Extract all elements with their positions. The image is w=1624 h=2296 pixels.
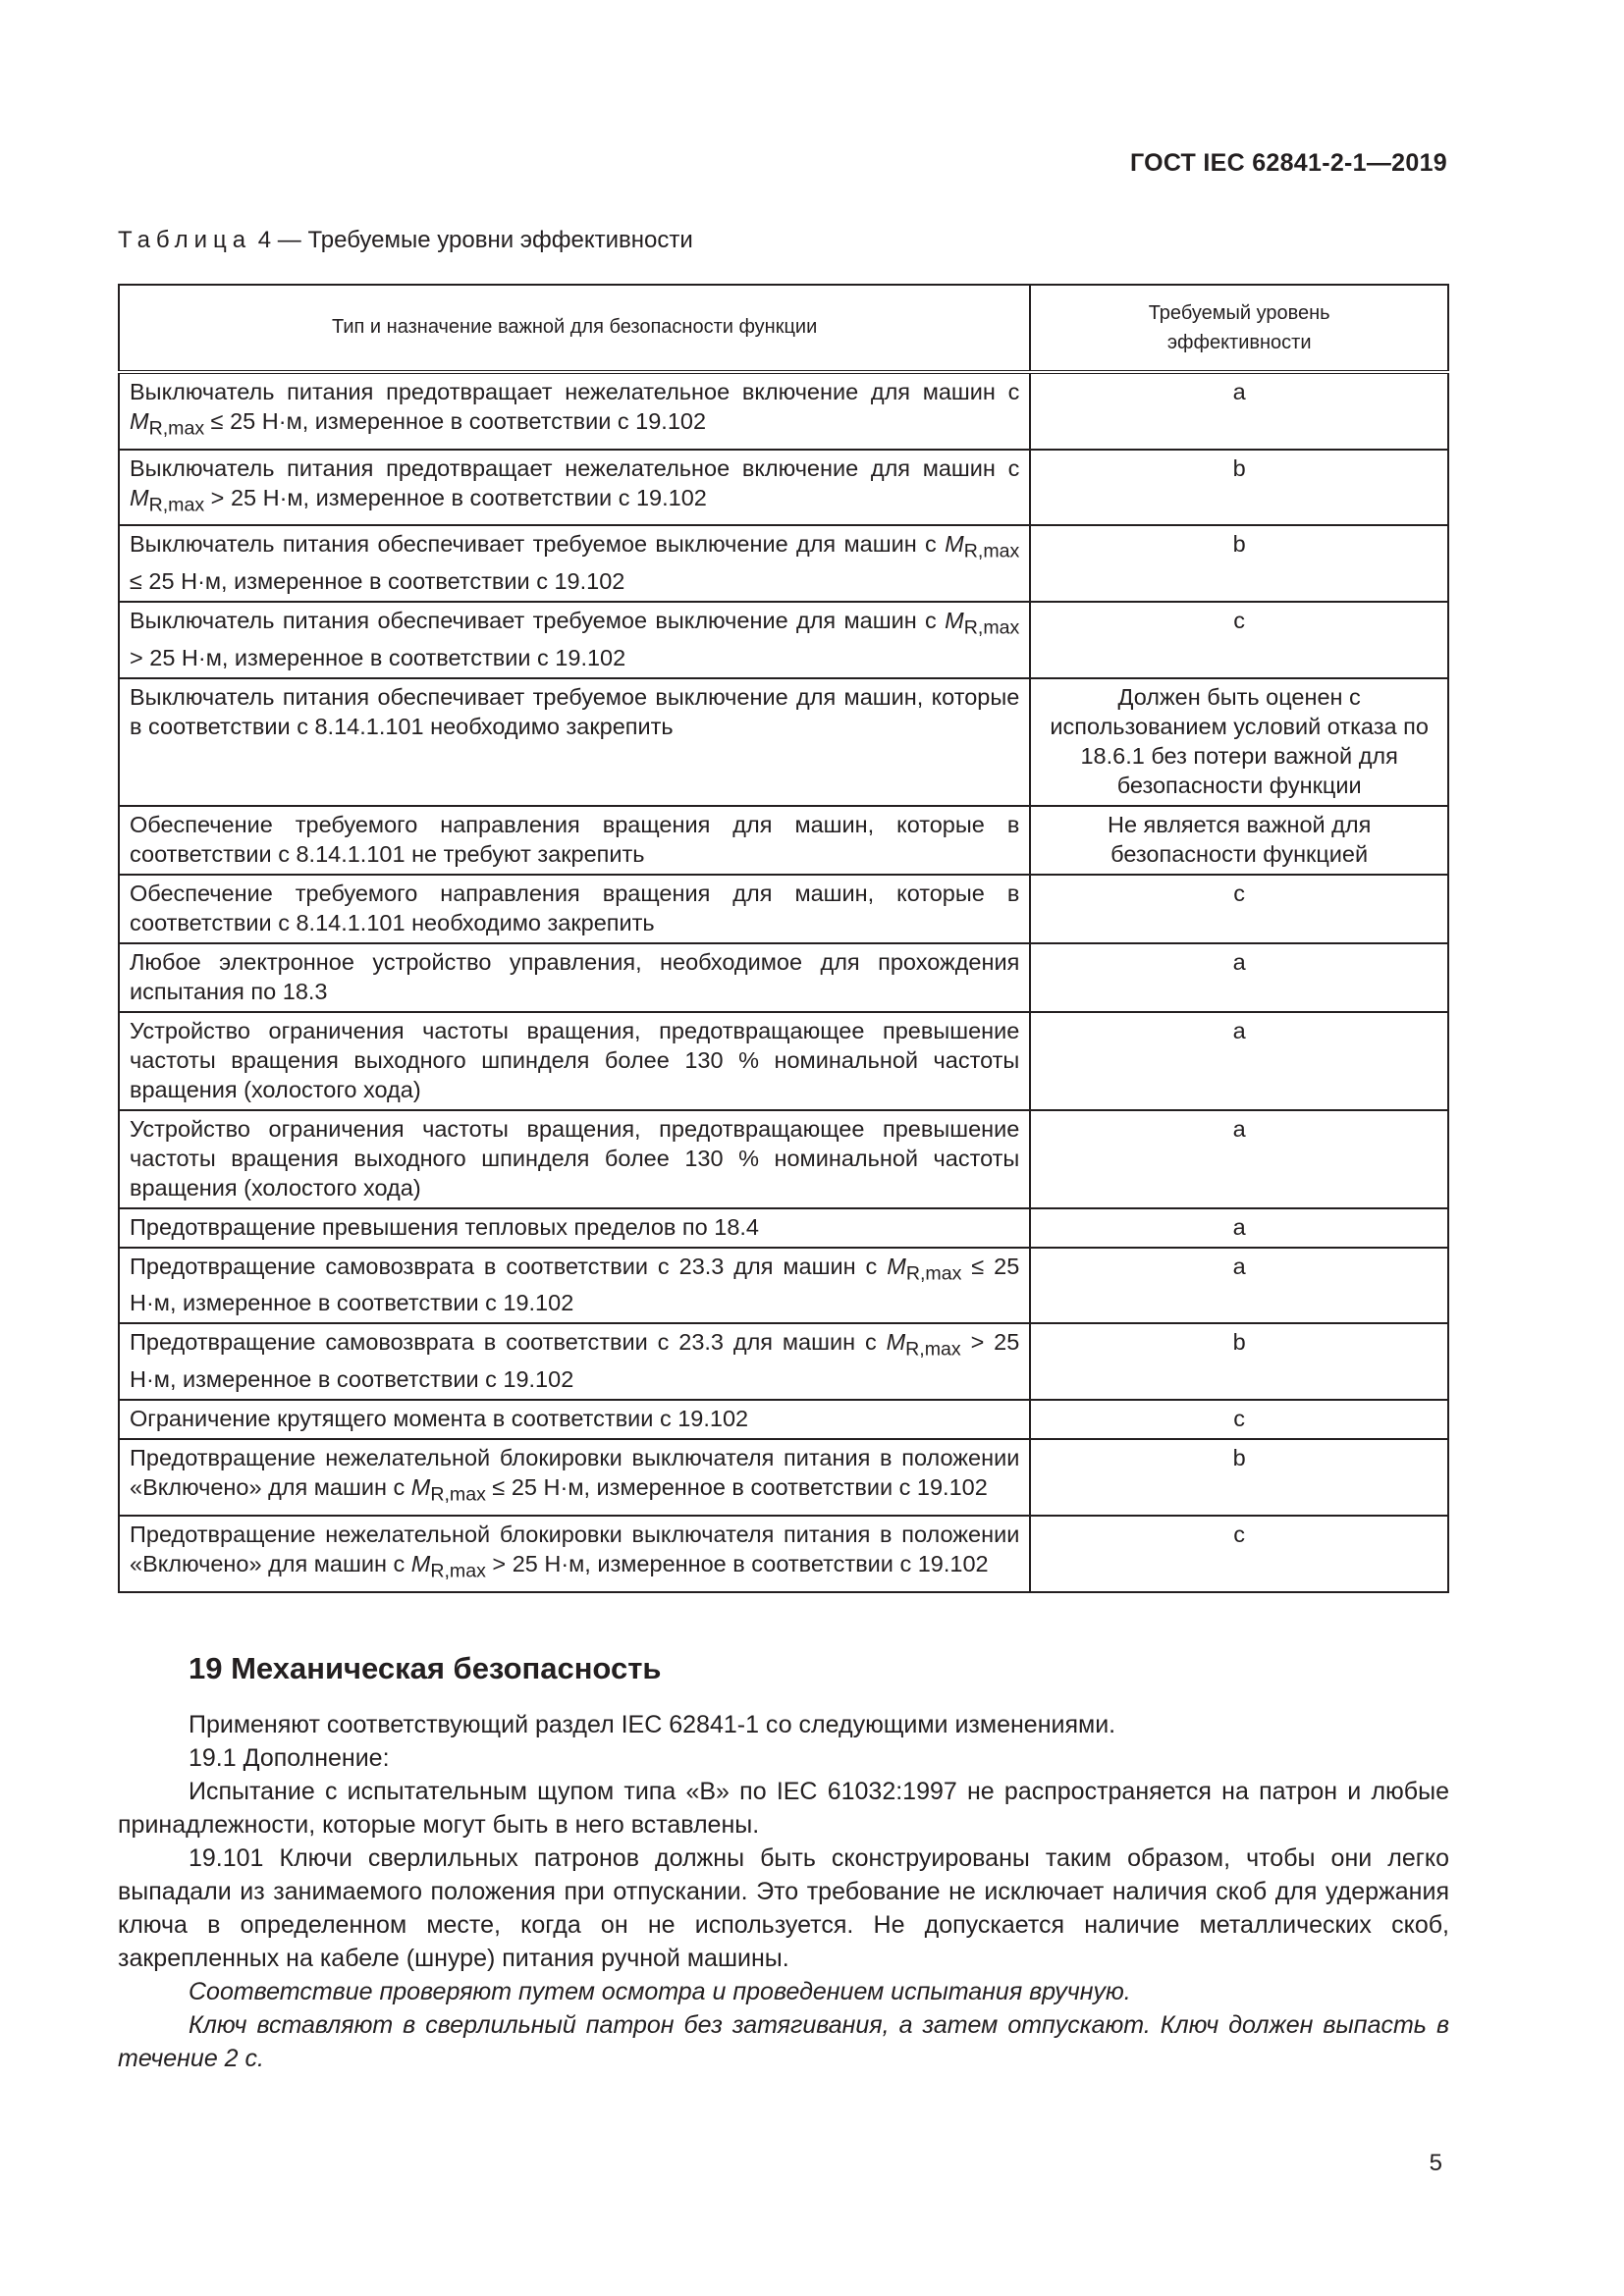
table-row — [119, 1323, 1448, 1400]
requirements-table — [118, 284, 1449, 1593]
row-level-value: a — [1030, 1110, 1448, 1208]
row-function-text: Устройство ограничения частоты вращения, предотвращающее превышение частоты вращения выходного шпинделя более 130 % номинальной частоты вращения (холостого хода) — [119, 1012, 1030, 1110]
row-level-value: b — [1030, 450, 1448, 526]
row-level-value: b — [1030, 525, 1448, 602]
row-function-text: Предотвращение нежелательной блокировки выключателя питания в положении «Включено» для машин с $M_{R,max} > 25$ Н·м, измеренное в соответствии с 19.102 — [119, 1516, 1030, 1592]
table-caption-text: 4 — Требуемые уровни эффективности — [251, 227, 693, 253]
row-function-text: Предотвращение самовозврата в соответствии с 23.3 для машин с $M_{R,max} > 25$ Н·м, измеренное в соответствии с 19.102 — [119, 1323, 1030, 1400]
page-number: 5 — [1429, 2150, 1442, 2176]
row-level-value: Не является важной для безопасности функцией — [1030, 806, 1448, 875]
row-level-value: c — [1030, 602, 1448, 678]
row-function-text: Выключатель питания предотвращает нежелательное включение для машин с $M_{R,max} > 25$ Н·м, измеренное в соответствии с 19.102 — [119, 450, 1030, 526]
row-level-value: b — [1030, 1323, 1448, 1400]
row-function-text: Предотвращение превышения тепловых пределов по 18.4 — [119, 1208, 1030, 1248]
document-code: ГОСТ IEC 62841-2-1—2019 — [1129, 149, 1447, 177]
row-function-text: Устройство ограничения частоты вращения, предотвращающее превышение частоты вращения выходного шпинделя более 130 % номинальной частоты вращения (холостого хода) — [119, 1110, 1030, 1208]
row-level-value: a — [1030, 1208, 1448, 1248]
row-function-text: Предотвращение нежелательной блокировки выключателя питания в положении «Включено» для машин с $M_{R,max} \le 25$ Н·м, измеренное в соответствии с 19.102 — [119, 1439, 1030, 1516]
row-level-value: a — [1030, 1248, 1448, 1324]
section-body — [118, 1708, 1449, 2075]
col-header-level: Требуемый уровень эффективности — [1030, 285, 1448, 372]
row-level-value: b — [1030, 1439, 1448, 1516]
table-row — [119, 525, 1448, 602]
row-level-value: a — [1030, 372, 1448, 450]
table-row — [119, 1110, 1448, 1208]
row-function-text: Выключатель питания обеспечивает требуемое выключение для машин с $M_{R,max} \le 25$ Н·м, измеренное в соответствии с 19.102 — [119, 525, 1030, 602]
table-row — [119, 450, 1448, 526]
row-function-text: Предотвращение самовозврата в соответствии с 23.3 для машин с $M_{R,max} \le 25$ Н·м, измеренное в соответствии с 19.102 — [119, 1248, 1030, 1324]
section-title: 19 Механическая безопасность — [189, 1651, 662, 1685]
row-level-value: c — [1030, 875, 1448, 943]
table-row — [119, 806, 1448, 875]
table-row — [119, 1516, 1448, 1592]
table-row — [119, 1012, 1448, 1110]
section-paragraph: Испытание с испытательным щупом типа «В» по IEC 61032:1997 не распространяется на патрон и любые принадлежности, которые могут быть в него вставлены. — [118, 1778, 1449, 1839]
row-function-text: Обеспечение требуемого направления вращения для машин, которые в соответствии с 8.14.1.101 необходимо закрепить — [119, 875, 1030, 943]
section-paragraph: Ключ вставляют в сверлильный патрон без затягивания, а затем отпускают. Ключ должен выпасть в течение 2 с. — [118, 2011, 1449, 2072]
row-function-text: Выключатель питания обеспечивает требуемое выключение для машин, которые в соответствии с 8.14.1.101 необходимо закрепить — [119, 678, 1030, 806]
section-paragraph: 19.101 Ключи сверлильных патронов должны быть сконструированы таким образом, чтобы они легко выпадали из занимаемого положения при отпускании. Это требование не исключает наличия скоб для удержания ключа в определенном месте, когда он не используется. Не допускается наличие металлических скоб, закрепленных на кабеле (шнуре) питания ручной машины. — [118, 1844, 1449, 1972]
row-function-text: Обеспечение требуемого направления вращения для машин, которые в соответствии с 8.14.1.101 не требуют закрепить — [119, 806, 1030, 875]
section-paragraph: 19.1 Дополнение: — [189, 1744, 390, 1772]
table-row — [119, 372, 1448, 450]
table-row — [119, 875, 1448, 943]
row-function-text: Выключатель питания обеспечивает требуемое выключение для машин с $M_{R,max} > 25$ Н·м, измеренное в соответствии с 19.102 — [119, 602, 1030, 678]
table-row — [119, 602, 1448, 678]
row-function-text: Любое электронное устройство управления, необходимое для прохождения испытания по 18.3 — [119, 943, 1030, 1012]
table-row — [119, 1248, 1448, 1324]
table-row — [119, 1208, 1448, 1248]
table-row — [119, 1439, 1448, 1516]
table-caption — [118, 227, 693, 254]
section-paragraph: Соответствие проверяют путем осмотра и проведением испытания вручную. — [189, 1978, 1131, 2005]
table-row — [119, 943, 1448, 1012]
row-level-value: a — [1030, 943, 1448, 1012]
row-function-text: Выключатель питания предотвращает нежелательное включение для машин с $M_{R,max} \le 25$ Н·м, измеренное в соответствии с 19.102 — [119, 372, 1030, 450]
row-level-value: a — [1030, 1012, 1448, 1110]
section-paragraph: Применяют соответствующий раздел IEC 62841-1 со следующими изменениями. — [189, 1711, 1116, 1738]
row-level-value: c — [1030, 1400, 1448, 1439]
table-row — [119, 1400, 1448, 1439]
col-header-function: Тип и назначение важной для безопасности функции — [119, 285, 1030, 372]
table-body — [119, 372, 1448, 1592]
table-header-row — [119, 285, 1448, 372]
row-level-value: c — [1030, 1516, 1448, 1592]
row-function-text: Ограничение крутящего момента в соответствии с 19.102 — [119, 1400, 1030, 1439]
table-caption-word: Таблица — [118, 227, 252, 253]
row-level-value: Должен быть оценен с использованием условий отказа по 18.6.1 без потери важной для безопасности функции — [1030, 678, 1448, 806]
table-row — [119, 678, 1448, 806]
